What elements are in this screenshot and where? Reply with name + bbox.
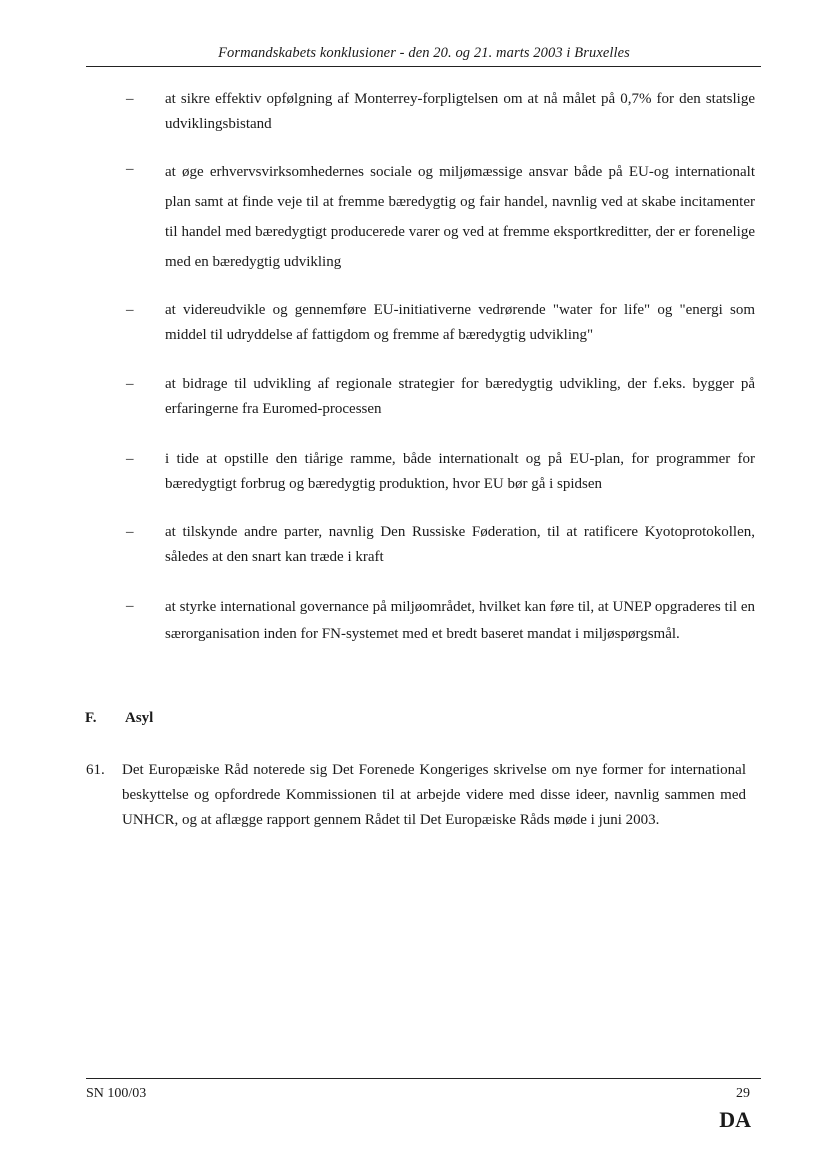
language-code: DA bbox=[719, 1107, 751, 1132]
section-letter: F. bbox=[85, 710, 97, 726]
bullet-text: at øge erhvervsvirksomhedernes sociale og miljømæssige ansvar både på EU-og internationalt plan samt at finde veje til at fremme bæredygtig og fair handel, navnlig ved at skabe incitamenter til handel med bæredygtigt producerede varer og ved at fremme eksportkreditter, der er forenelige med en bæredygtig udvikling bbox=[165, 164, 755, 270]
paragraph-number: 61. bbox=[86, 762, 105, 778]
bullet-dash: – bbox=[126, 524, 134, 540]
bullet-dash: – bbox=[126, 91, 134, 107]
bullet-dash: – bbox=[126, 376, 134, 392]
footer-divider bbox=[86, 1078, 761, 1079]
bullet-dash: – bbox=[126, 302, 134, 318]
running-header: Formandskabets konklusioner - den 20. og 21. marts 2003 i Bruxelles bbox=[218, 45, 630, 61]
bullet-text: at tilskynde andre parter, navnlig Den Russiske Føderation, til at ratificere Kyotoprotokollen, således at den snart kan træde i kraft bbox=[165, 524, 755, 565]
document-reference: SN 100/03 bbox=[86, 1086, 147, 1101]
bullet-text: at bidrage til udvikling af regionale strategier for bæredygtig udvikling, der f.eks. bygger på erfaringerne fra Euromed-processen bbox=[165, 376, 755, 417]
bullet-text: at sikre effektiv opfølgning af Monterrey-forpligtelsen om at nå målet på 0,7% for den statslige udviklingsbistand bbox=[165, 91, 755, 132]
bullet-text: at styrke international governance på miljøområdet, hvilket kan føre til, at UNEP opgraderes til en særorganisation inden for FN-systemet med et bredt baseret mandat i miljøspørgsmål. bbox=[165, 599, 755, 642]
bullet-text: i tide at opstille den tiårige ramme, både internationalt og på EU-plan, for programmer for bæredygtigt forbrug og bæredygtig produktion, hvor EU bør gå i spidsen bbox=[165, 451, 755, 492]
paragraph-text: Det Europæiske Råd noterede sig Det Forenede Kongeriges skrivelse om nye former for international beskyttelse og opfordrede Kommissionen til at arbejde videre med disse ideer, navnlig sammen med UNHCR, og at aflægge rapport gennem Rådet til Det Europæiske Råds møde i juni 2003. bbox=[122, 762, 746, 828]
header-divider bbox=[86, 66, 761, 67]
bullet-dash: – bbox=[126, 161, 134, 177]
section-title: Asyl bbox=[125, 710, 154, 726]
page-number: 29 bbox=[736, 1086, 750, 1101]
bullet-text: at videreudvikle og gennemføre EU-initiativerne vedrørende "water for life" og "energi som middel til udryddelse af fattigdom og fremme af bæredygtig udvikling" bbox=[165, 302, 755, 343]
bullet-dash: – bbox=[126, 598, 134, 614]
bullet-dash: – bbox=[126, 451, 134, 467]
